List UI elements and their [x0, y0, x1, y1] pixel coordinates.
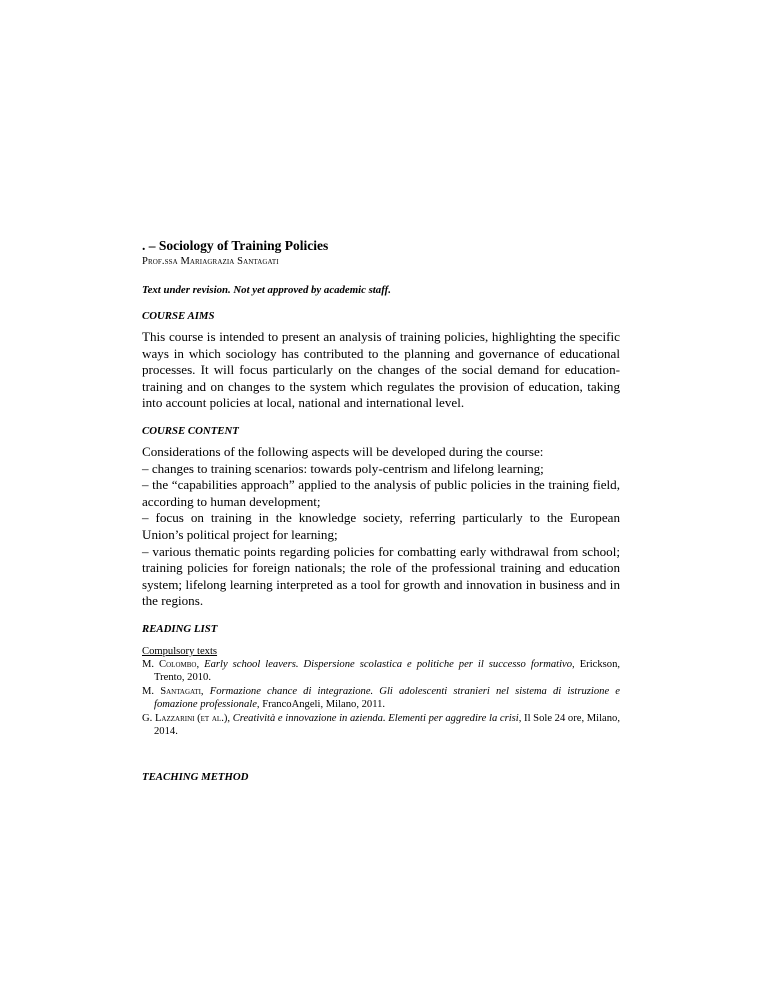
compulsory-texts-label: Compulsory texts	[142, 645, 218, 657]
course-content-intro: Considerations of the following aspects will be developed during the course:	[142, 443, 544, 459]
reference-title: Formazione chance di integrazione. Gli adolescenti stranieri nel sistema di istruzione e fomazione professionale	[154, 685, 620, 711]
reference-author: G. Lazzarini (et al.),	[142, 712, 231, 724]
reference-publisher: Erickson, Trento, 2010.	[154, 658, 621, 684]
course-content-heading: COURSE CONTENT	[142, 424, 239, 437]
reference-publisher: , FrancoAngeli, Milano, 2011.	[256, 699, 386, 711]
reading-list-section	[142, 622, 620, 738]
reference-author: M. Santagati,	[142, 685, 204, 697]
content-item: – various thematic points regarding policies for combatting early withdrawal from school; training policies for foreign nationals; the role of the professional training and education system; lifelong learning interpreted as a tool for growth and innovation in business and in the regions.	[142, 543, 620, 609]
reference-item	[142, 685, 620, 712]
reference-author: M. Colombo,	[142, 658, 200, 670]
teaching-method-heading: TEACHING METHOD	[142, 771, 249, 784]
content-item: – the “capabilities approach” applied to the analysis of public policies in the training field, according to human development;	[142, 477, 620, 509]
course-title: . – Sociology of Training Policies	[142, 238, 329, 253]
reference-item	[142, 712, 620, 739]
reference-title: Creatività e innovazione in azienda. Elementi per aggredire la crisi	[232, 712, 519, 724]
reading-list-heading: READING LIST	[142, 622, 218, 635]
content-item: – focus on training in the knowledge society, referring particularly to the European Union’s political project for learning;	[142, 510, 620, 542]
content-item: – changes to training scenarios: towards poly-centrism and lifelong learning;	[142, 460, 544, 476]
course-aims-section	[142, 309, 620, 412]
professor-name: Prof.ssa Mariagrazia Santagati	[142, 256, 279, 267]
course-description	[142, 238, 620, 784]
revision-notice: Text under revision. Not yet approved by academic staff.	[142, 284, 391, 296]
reference-title: Early school leavers. Dispersione scolastica e politiche per il successo formativo,	[204, 658, 575, 670]
course-aims-text: This course is intended to present an analysis of training policies, highlighting the specific ways in which sociology has contributed to the planning and governance of educational processes. It will focus particularly on the changes of the social demand for education-training and on changes to the system which regulates the provision of education, taking into account policies at local, national and international level.	[142, 329, 620, 411]
teaching-method-section	[142, 770, 620, 784]
course-content-section	[142, 424, 620, 610]
course-content-list	[142, 461, 620, 610]
reference-publisher: , Il Sole 24 ore, Milano, 2014.	[154, 712, 621, 737]
course-aims-heading: COURSE AIMS	[142, 310, 215, 322]
reference-item	[142, 658, 620, 685]
